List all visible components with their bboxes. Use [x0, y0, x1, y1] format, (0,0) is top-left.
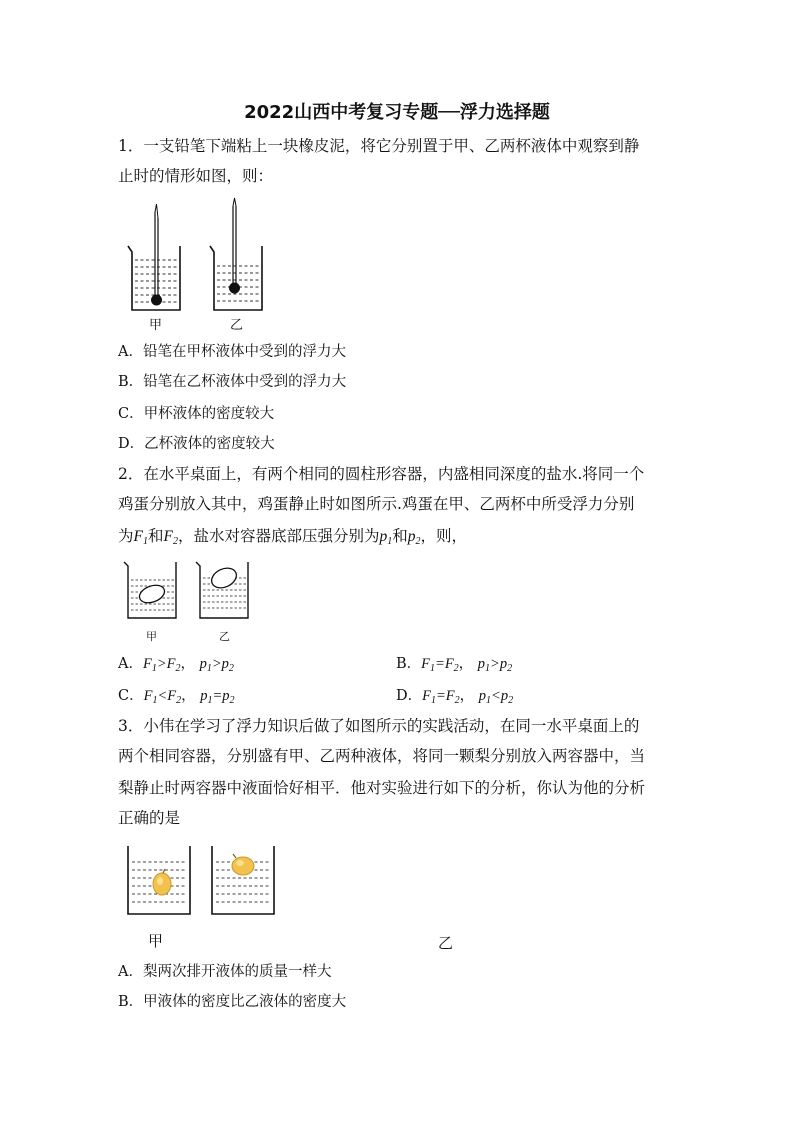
q2-text: ，盐水对容器底部压强分别为 — [177, 527, 380, 545]
q2-F1-symbol: F — [142, 656, 152, 672]
q2-p2-sub: 2 — [507, 663, 513, 674]
q2-option-expr — [422, 688, 460, 704]
q2-option-letter: C． — [118, 688, 144, 704]
q2-F2 — [164, 528, 178, 545]
q3-pear-yi — [232, 854, 254, 875]
q1-figure-pencil-beakers — [120, 196, 270, 334]
q2-relation: > — [211, 656, 222, 672]
q2-p2-sub: 2 — [415, 536, 421, 547]
q2-text: 和 — [147, 527, 164, 545]
q2-F1-sub: 1 — [430, 663, 436, 674]
q2-p1-symbol: p — [477, 656, 486, 672]
q2-option-letter: D． — [396, 688, 423, 704]
q2-F1-symbol: F — [133, 528, 143, 545]
q3-pear-jia — [153, 869, 171, 895]
q3-stem-line2: 两个相同容器，分别盛有甲、乙两种液体，将同一颗梨分别放入两容器中，当 — [118, 747, 646, 765]
q2-F2-sub: 2 — [176, 695, 182, 706]
q2-option-letter: A． — [118, 656, 143, 672]
q2-p2-sub: 2 — [508, 695, 514, 706]
q2-option-expr — [479, 688, 513, 704]
q2-F1-symbol: F — [143, 688, 153, 704]
q1-option-b: B．铅笔在乙杯液体中受到的浮力大 — [118, 374, 347, 390]
q3-fig-label-yi: 乙 — [438, 934, 454, 952]
q2-p1-sub: 1 — [207, 695, 213, 706]
q2-relation: < — [491, 688, 501, 704]
q2-F1-sub: 1 — [151, 663, 157, 674]
q2-p1-symbol: p — [200, 688, 208, 704]
q2-p1-sub: 1 — [486, 695, 492, 706]
q2-p1 — [379, 528, 392, 545]
q3-stem-line4: 正确的是 — [118, 809, 181, 827]
q2-sep: ， — [180, 656, 195, 672]
q1-option-a: A．铅笔在甲杯液体中受到的浮力大 — [118, 344, 346, 360]
q2-figure-egg-beakers — [120, 558, 260, 624]
q2-F2-sub: 2 — [453, 663, 459, 674]
q3-figure-pear-containers — [122, 842, 282, 920]
q2-p2-symbol: p — [407, 528, 416, 545]
q2-F2-symbol: F — [166, 656, 176, 672]
q1-pencil-yi — [229, 198, 240, 294]
q2-p2-symbol: p — [221, 656, 229, 672]
q2-stem-line2: 鸡蛋分别放入其中，鸡蛋静止时如图所示.鸡蛋在甲、乙两杯中所受浮力分别 — [118, 495, 635, 513]
q2-relation: < — [157, 688, 168, 704]
q2-option-expr — [478, 656, 512, 672]
q3-stem-line1: 3．小伟在学习了浮力知识后做了如图所示的实践活动，在同一水平桌面上的 — [118, 717, 640, 735]
q2-stem-line3 — [118, 526, 467, 552]
q2-fig-label-jia: 甲 — [146, 630, 157, 643]
q2-p2-sub: 2 — [228, 663, 234, 674]
q2-egg-yi — [208, 564, 239, 591]
q2-relation: = — [212, 688, 223, 704]
q2-F1-symbol: F — [421, 656, 431, 672]
q3-fig-label-jia: 甲 — [148, 932, 164, 950]
q2-p1-symbol: p — [478, 688, 487, 704]
q2-sep: ， — [458, 656, 474, 672]
q2-option-expr — [200, 656, 234, 672]
q2-option-d — [396, 686, 513, 711]
q2-sep: ， — [181, 688, 196, 704]
q2-option-expr — [421, 656, 459, 672]
q2-p1-sub: 1 — [485, 663, 491, 674]
q2-relation: = — [435, 656, 445, 672]
q1-fig-label-yi: 乙 — [230, 318, 244, 333]
q2-p1-symbol: p — [199, 656, 207, 672]
q2-F2-sub: 2 — [175, 663, 181, 674]
q2-option-letter: B． — [396, 656, 422, 672]
q2-p2-symbol: p — [222, 688, 230, 704]
q2-text: 和 — [392, 527, 408, 545]
q2-option-c — [118, 686, 235, 711]
q2-p1-symbol: p — [379, 528, 388, 545]
q3-option-a: A．梨两次排开液体的质量一样大 — [118, 964, 332, 980]
q2-option-expr — [200, 688, 234, 704]
q2-p2-symbol: p — [500, 688, 509, 704]
q3-stem-line3: 梨静止时两容器中液面恰好相平．他对实验进行如下的分析，你认为他的分析 — [118, 779, 646, 797]
q2-option-expr — [144, 688, 182, 704]
q1-option-c: C．甲杯液体的密度较大 — [118, 406, 275, 422]
q2-option-a — [118, 654, 234, 679]
q2-F1 — [134, 528, 148, 545]
q2-F1-sub: 1 — [152, 695, 158, 706]
q2-relation: > — [156, 656, 167, 672]
q2-sep: ， — [459, 688, 475, 704]
q2-F1-symbol: F — [422, 688, 431, 704]
q2-F2-sub: 2 — [172, 536, 178, 547]
q2-text: ，则， — [420, 527, 468, 545]
q2-text: 为 — [118, 527, 134, 545]
q2-F2-sub: 2 — [454, 695, 460, 706]
q2-option-b — [396, 654, 512, 679]
q2-F1-sub: 1 — [431, 695, 436, 706]
q1-stem-line2: 止时的情形如图，则： — [118, 167, 274, 185]
q1-fig-label-jia: 甲 — [149, 318, 163, 333]
q3-option-b: B．甲液体的密度比乙液体的密度大 — [118, 994, 347, 1010]
q2-F2-symbol: F — [444, 656, 454, 672]
q2-p2-symbol: p — [499, 656, 508, 672]
q2-fig-label-yi: 乙 — [219, 630, 230, 643]
q2-option-expr — [143, 656, 181, 672]
q1-option-d: D．乙杯液体的密度较大 — [118, 436, 275, 452]
q1-stem-line1: 1．一支铅笔下端粘上一块橡皮泥，将它分别置于甲、乙两杯液体中观察到静 — [118, 137, 640, 155]
q2-F2-symbol: F — [167, 688, 177, 704]
q2-relation: > — [490, 656, 500, 672]
q2-relation: = — [436, 688, 446, 704]
q1-pencil-jia — [151, 204, 162, 306]
q2-p2 — [408, 528, 421, 545]
q2-F1-sub: 1 — [142, 536, 148, 547]
page-title: 2022山西中考复习专题──浮力选择题 — [244, 102, 550, 123]
q2-p1-sub: 1 — [206, 663, 212, 674]
q2-p2-sub: 2 — [229, 695, 235, 706]
q2-F2-symbol: F — [445, 688, 455, 704]
q2-F2-symbol: F — [163, 528, 173, 545]
q3-container-yi — [212, 846, 274, 914]
q2-p1-sub: 1 — [387, 536, 393, 547]
q2-stem-line1: 2．在水平桌面上，有两个相同的圆柱形容器，内盛相同深度的盐水.将同一个 — [118, 465, 645, 483]
